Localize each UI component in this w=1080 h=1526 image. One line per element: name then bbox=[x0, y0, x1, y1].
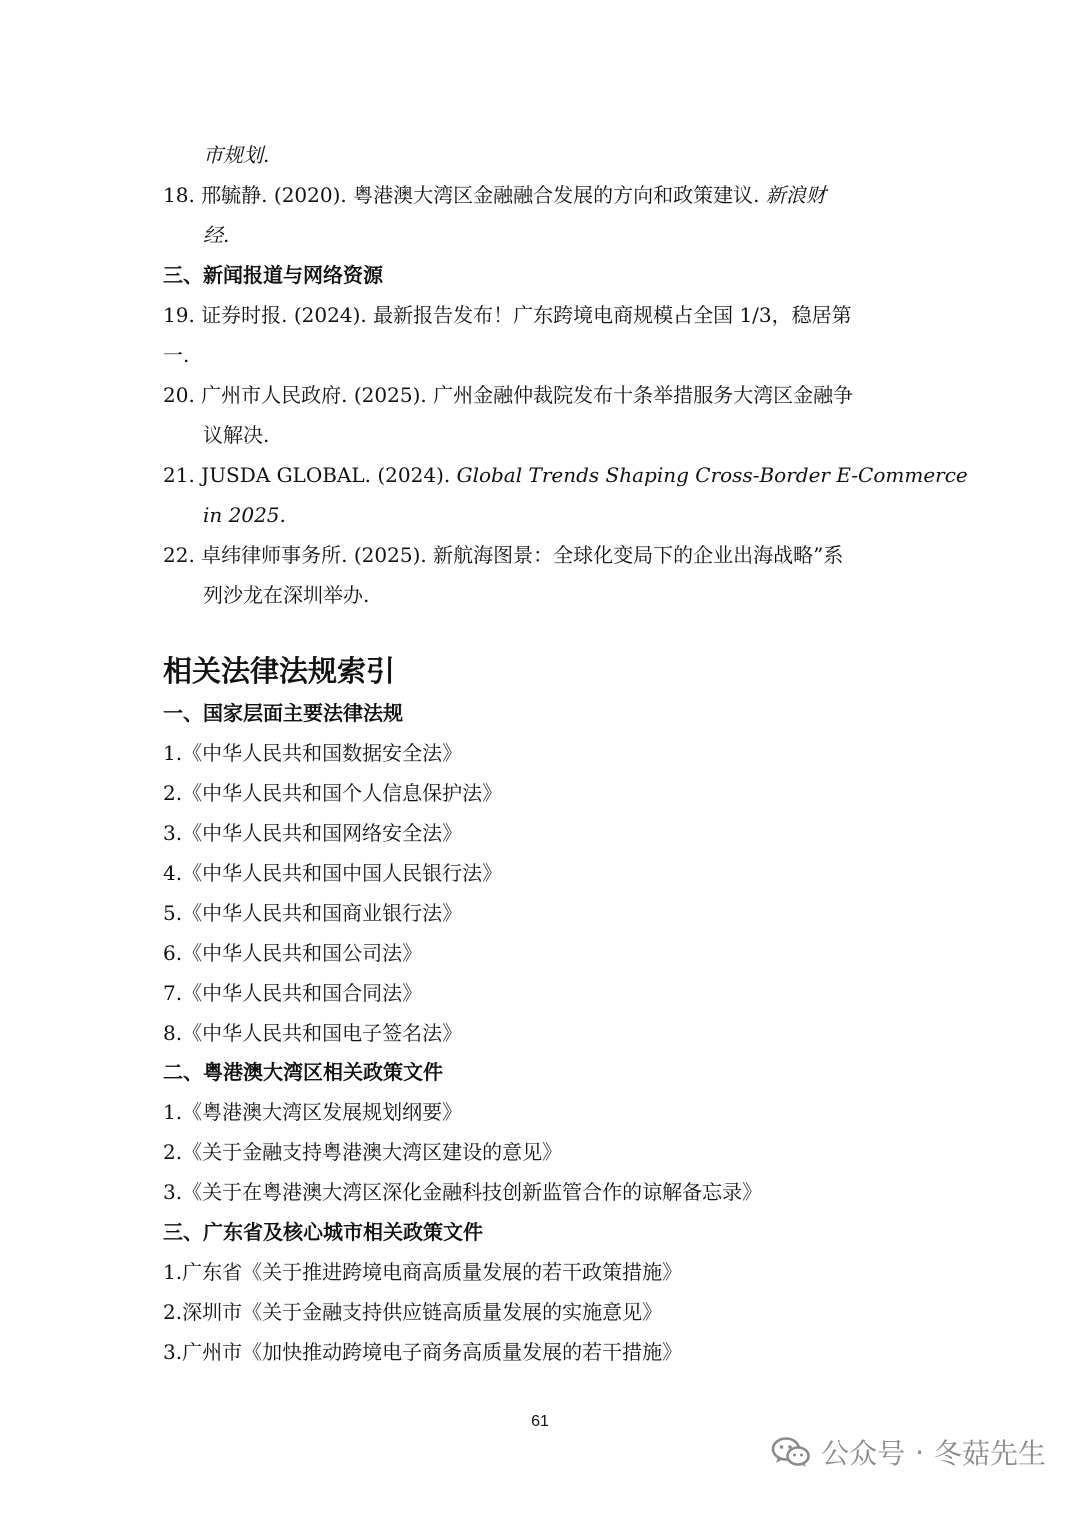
ref-20-number: 20. bbox=[163, 383, 195, 407]
ref-19-cont: 一. bbox=[163, 343, 190, 367]
ref-21-title-cont: in 2025. bbox=[203, 503, 286, 527]
law-index-title: 相关法律法规索引 bbox=[163, 654, 396, 688]
watermark-prefix: 公众号 bbox=[821, 1437, 906, 1470]
ref-22 bbox=[163, 543, 843, 567]
policy-item: 3.广州市《加快推动跨境电子商务高质量发展的若干措施》 bbox=[163, 1340, 683, 1364]
watermark-name: 冬菇先生 bbox=[933, 1437, 1046, 1470]
ref-18-number: 18. bbox=[163, 183, 195, 207]
law-item: 5.《中华人民共和国商业银行法》 bbox=[163, 901, 463, 925]
ref-20 bbox=[163, 383, 853, 407]
ref-21-number: 21. bbox=[163, 463, 195, 487]
section-heading-news: 三、新闻报道与网络资源 bbox=[163, 263, 383, 287]
law-item: 8.《中华人民共和国电子签名法》 bbox=[163, 1021, 463, 1045]
law-item: 6.《中华人民共和国公司法》 bbox=[163, 941, 423, 965]
ref-21-text: JUSDA GLOBAL. (2024). bbox=[194, 463, 457, 487]
policy-item: 2.《关于金融支持粤港澳大湾区建设的意见》 bbox=[163, 1140, 563, 1164]
policy-item: 1.《粤港澳大湾区发展规划纲要》 bbox=[163, 1100, 463, 1124]
section-heading-gba: 二、粤港澳大湾区相关政策文件 bbox=[163, 1060, 443, 1084]
ref-19 bbox=[163, 303, 852, 327]
policy-item: 2.深圳市《关于金融支持供应链高质量发展的实施意见》 bbox=[163, 1300, 663, 1324]
policy-item: 3.《关于在粤港澳大湾区深化金融科技创新监管合作的谅解备忘录》 bbox=[163, 1180, 763, 1204]
ref-22-cont: 列沙龙在深圳举办. bbox=[203, 583, 370, 607]
ref-22-text: 卓纬律师事务所. (2025). 新航海图景：全球化变局下的企业出海战略”系 bbox=[194, 543, 844, 567]
ref-21 bbox=[163, 463, 968, 487]
ref-19-number: 19. bbox=[163, 303, 195, 327]
section-heading-national: 一、国家层面主要法律法规 bbox=[163, 701, 403, 725]
section-heading-guangdong: 三、广东省及核心城市相关政策文件 bbox=[163, 1220, 483, 1244]
page-number: 61 bbox=[531, 1413, 549, 1430]
ref-17-tail: 市规划. bbox=[203, 143, 270, 167]
ref-19-text: 证券时报. (2024). 最新报告发布！广东跨境电商规模占全国 1/3，稳居第 bbox=[194, 303, 852, 327]
ref-20-text: 广州市人民政府. (2025). 广州金融仲裁院发布十条举措服务大湾区金融争 bbox=[194, 383, 854, 407]
watermark bbox=[771, 1432, 1046, 1472]
ref-22-number: 22. bbox=[163, 543, 195, 567]
law-item: 3.《中华人民共和国网络安全法》 bbox=[163, 821, 463, 845]
ref-18-source-cont: 经. bbox=[203, 223, 230, 247]
ref-18 bbox=[163, 183, 826, 207]
ref-18-source: 新浪财 bbox=[765, 183, 826, 207]
ref-20-cont: 议解决. bbox=[203, 423, 270, 447]
law-item: 4.《中华人民共和国中国人民银行法》 bbox=[163, 861, 503, 885]
law-item: 7.《中华人民共和国合同法》 bbox=[163, 981, 423, 1005]
law-item: 2.《中华人民共和国个人信息保护法》 bbox=[163, 781, 503, 805]
watermark-separator: · bbox=[915, 1435, 924, 1469]
wechat-icon bbox=[771, 1436, 811, 1468]
ref-21-title: Global Trends Shaping Cross-Border E-Commerce bbox=[456, 463, 968, 487]
ref-18-text: 邢毓静. (2020). 粤港澳大湾区金融融合发展的方向和政策建议. bbox=[201, 183, 766, 207]
policy-item: 1.广东省《关于推进跨境电商高质量发展的若干政策措施》 bbox=[163, 1260, 683, 1284]
law-item: 1.《中华人民共和国数据安全法》 bbox=[163, 741, 463, 765]
